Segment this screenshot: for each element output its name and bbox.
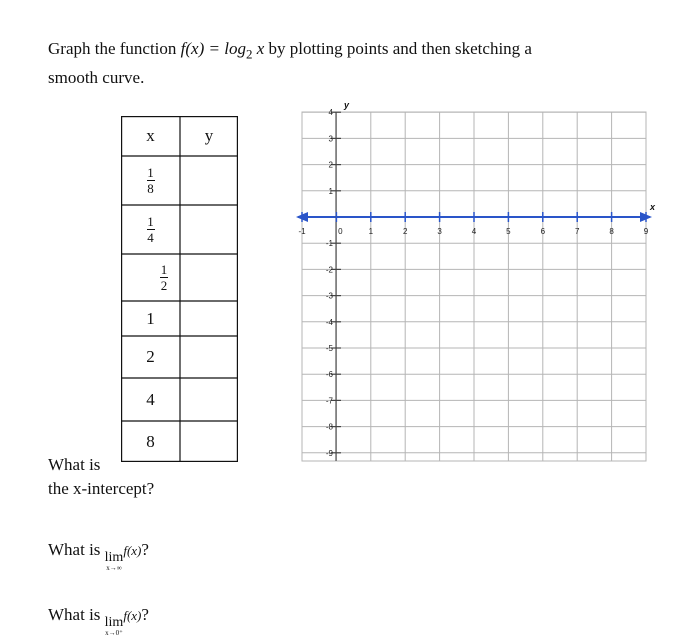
limit-expression: lim x→0⁺ [104, 615, 124, 637]
table-cell-x: 2 [146, 347, 155, 366]
x-tick-label: 1 [368, 227, 374, 236]
question-text: What is [48, 540, 105, 559]
y-tick-label: -9 [325, 448, 333, 458]
table-header-x: x [146, 126, 155, 145]
function-lhs: f(x) = log [180, 39, 246, 58]
y-tick-label: -2 [325, 265, 333, 275]
x-tick-label: 0 [338, 227, 343, 236]
function-arg: x [256, 39, 265, 58]
limit-expression: lim x→∞ [104, 550, 124, 572]
x-tick-label: 4 [471, 227, 477, 236]
question-text: What is [48, 605, 105, 624]
y-tick-label: -8 [325, 422, 333, 432]
y-tick-label: 3 [328, 134, 333, 144]
y-tick-label: 1 [328, 186, 333, 196]
question-mark: ? [141, 540, 149, 559]
x-tick-label: 6 [540, 227, 546, 236]
x-tick-label: -1 [298, 227, 306, 236]
y-tick-label: -7 [325, 396, 333, 406]
x-tick-label: 3 [437, 227, 442, 236]
table-cell-x: 1 [146, 308, 155, 328]
question-mark: ? [141, 605, 149, 624]
question-limit-infinity [48, 538, 149, 572]
y-axis-label: y [344, 100, 350, 110]
problem-line-2: smooth curve. [48, 68, 145, 88]
tick-labels [298, 100, 656, 458]
fraction: $\frac{1}{2}$ [160, 262, 168, 293]
limit-function: f(x) [123, 608, 142, 623]
x-tick-label: 5 [506, 227, 511, 236]
prompt-lead: Graph the function [48, 39, 181, 58]
question-text: What is [48, 455, 101, 474]
x-tick-label: 8 [609, 227, 614, 236]
x-tick-label: 2 [402, 227, 408, 236]
x-tick-label: 7 [574, 227, 580, 236]
prompt-tail: by plotting points and then sketching a [264, 39, 532, 58]
grid-lines [302, 112, 646, 461]
fraction: $\frac{1}{8}$ [147, 165, 154, 196]
table-cell-x: 4 [146, 389, 155, 409]
limit-function: f(x) [123, 543, 142, 558]
y-tick-label: 2 [328, 160, 333, 170]
table-cell-x: 8 [146, 431, 155, 451]
y-tick-label: -6 [325, 370, 333, 380]
table-header-y: y [204, 126, 214, 145]
question-x-intercept [48, 453, 154, 501]
y-tick-label: -5 [325, 344, 333, 353]
question-text: the x-intercept? [48, 479, 155, 498]
y-tick-label: 4 [328, 108, 333, 118]
log-base: 2 [245, 46, 253, 62]
question-limit-zero [48, 603, 149, 637]
x-axis-label: x [650, 202, 656, 212]
x-tick-label: 9 [643, 227, 649, 236]
y-tick-label: -4 [325, 317, 333, 327]
fraction: $\frac{1}{4}$ [147, 214, 154, 245]
y-tick-label: -1 [325, 239, 333, 249]
y-tick-label: -3 [325, 291, 333, 301]
